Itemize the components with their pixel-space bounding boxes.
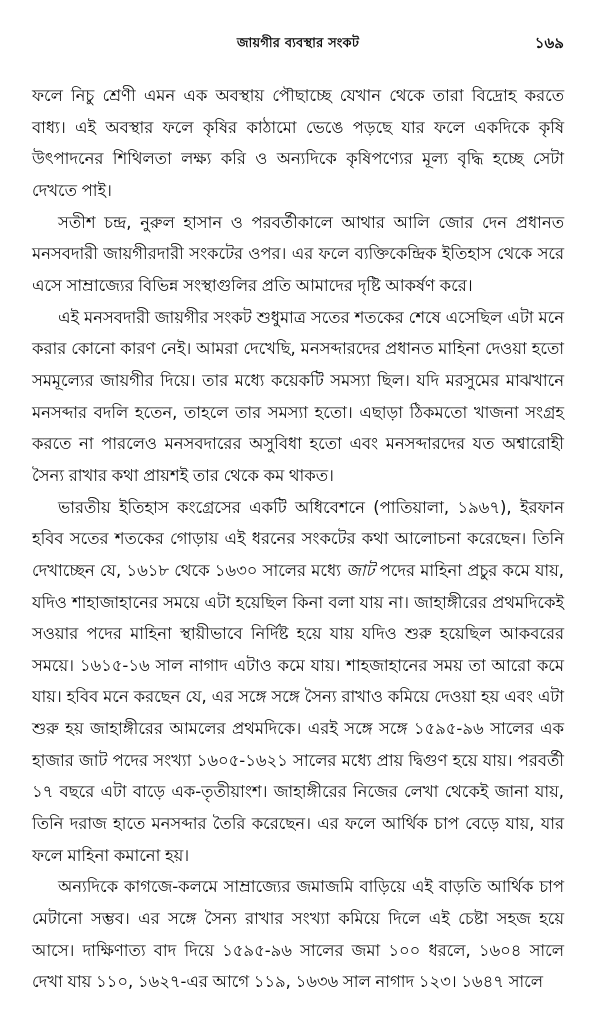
paragraph-4-part-1: ভারতীয় ইতিহাস কংগ্রেসের একটি অধিবেশনে (পাতিয়ালা, ১৯৬৭), ইরফান হবিব সতের শতকের গোড়ায় এই ধরনের সংকটের কথা আলোচনা করেছেন। তিনি দেখাচ্ছেন যে, ১৬১৮ থেকে ১৬৩০ সালের মধ্যে bbox=[32, 497, 564, 580]
body-text bbox=[32, 80, 564, 998]
paragraph-1: ফলে নিচু শ্রেণী এমন এক অবস্থায় পৌছাচ্ছে যেখান থেকে তারা বিদ্রোহ করতে বাধ্য। এই অবস্থার ফলে কৃষির কাঠামো ভেঙে পড়ছে যার ফলে একদিকে কৃষি উৎপাদনের শিথিলতা লক্ষ্য করি ও অন্যদিকে কৃষিপণ্যের মূল্য বৃদ্ধি হচ্ছে সেটা দেখতে পাই। bbox=[32, 86, 564, 200]
running-header bbox=[32, 34, 564, 56]
paragraph-4 bbox=[32, 492, 564, 872]
paragraph-4-part-2: পদের মাহিনা প্রচুর কমে যায়, যদিও শাহাজাহানের সময়ে এটা হয়েছিল কিনা বলা যায় না। জাহাঙ্গীরের প্রথমদিকেই সওয়ার পদের মাহিনা স্থায়ীভাবে নির্দিষ্ট হয়ে যায় যদিও শুরু হয়েছিল আকবরের সময়ে। ১৬১৫-১৬ সাল নাগাদ এটাও কমে যায়। শাহজাহানের সময় তা আরো কমে যায়। হবিব মনে করছেন যে, এর সঙ্গে সঙ্গে সৈন্য রাখাও কমিয়ে দেওয়া হয় এবং এটা শুরু হয় জাহাঙ্গীরের আমলের প্রথমদিকে। এরই সঙ্গে সঙ্গে ১৫৯৫-৯৬ সালের এক হাজার জাট পদের সংখ্যা ১৬০৫-১৬২১ সালের মধ্যে প্রায় দ্বিগুণ হয়ে যায়। পরবর্তী ১৭ বছরে এটা বাড়ে এক-তৃতীয়াংশ। জাহাঙ্গীরের নিজের লেখা থেকেই জানা যায়, তিনি দরাজ হাতে মনসব্দার তৈরি করেছেন। এর ফলে আর্থিক চাপ বেড়ে যায়, যার ফলে মাহিনা কমানো হয়। bbox=[32, 560, 564, 865]
paragraph-5: অন্যদিকে কাগজে-কলমে সাম্রাজ্যের জমাজমি বাড়িয়ে এই বাড়তি আর্থিক চাপ মেটানো সম্ভব। এর সঙ্গে সৈন্য রাখার সংখ্যা কমিয়ে দিলে এই চেষ্টা সহজ হয়ে আসে। দাক্ষিণাত্য বাদ দিয়ে ১৫৯৫-৯৬ সালের জমা ১০০ ধরলে, ১৬০৪ সালে দেখা যায় ১১০, ১৬২৭-এর আগে ১১৯, ১৬৩৬ সাল নাগাদ ১২৩। ১৬৪৭ সালে bbox=[32, 877, 564, 992]
paragraph-3: এই মনসবদারী জায়গীর সংকট শুধুমাত্র সতের শতকের শেষে এসেছিল এটা মনে করার কোনো কারণ নেই। আমরা দেখেছি, মনসব্দারদের প্রধানত মাহিনা দেওয়া হতো সমমূল্যের জায়গীর দিয়ে। তার মধ্যে কয়েকটি সমস্যা ছিল। যদি মরসুমের মাঝখানে মনসব্দার বদলি হতেন, তাহলে তার সমস্যা হতো। এছাড়া ঠিকমতো খাজনা সংগ্রহ করতে না পারলেও মনসবদারের অসুবিধা হতো এবং মনসব্দারদের যত অশ্বারোহী সৈন্য রাখার কথা প্রায়শই তার থেকে কম থাকত। bbox=[32, 307, 564, 485]
paragraph-4-italic-term: জাট bbox=[346, 560, 375, 580]
running-title: জায়গীর ব্যবস্থার সংকট bbox=[236, 36, 360, 51]
paragraph-2: সতীশ চন্দ্র, নুরুল হাসান ও পরবর্তীকালে আথার আলি জোর দেন প্রধানত মনসবদারী জায়গীরদারী সংকটের ওপর। এর ফলে ব্যক্তিকেন্দ্রিক ইতিহাস থেকে সরে এসে সাম্রাজ্যের বিভিন্ন সংস্থাগুলির প্রতি আমাদের দৃষ্টি আকর্ষণ করে। bbox=[32, 212, 564, 295]
page-number: ১৬৯ bbox=[534, 34, 564, 52]
